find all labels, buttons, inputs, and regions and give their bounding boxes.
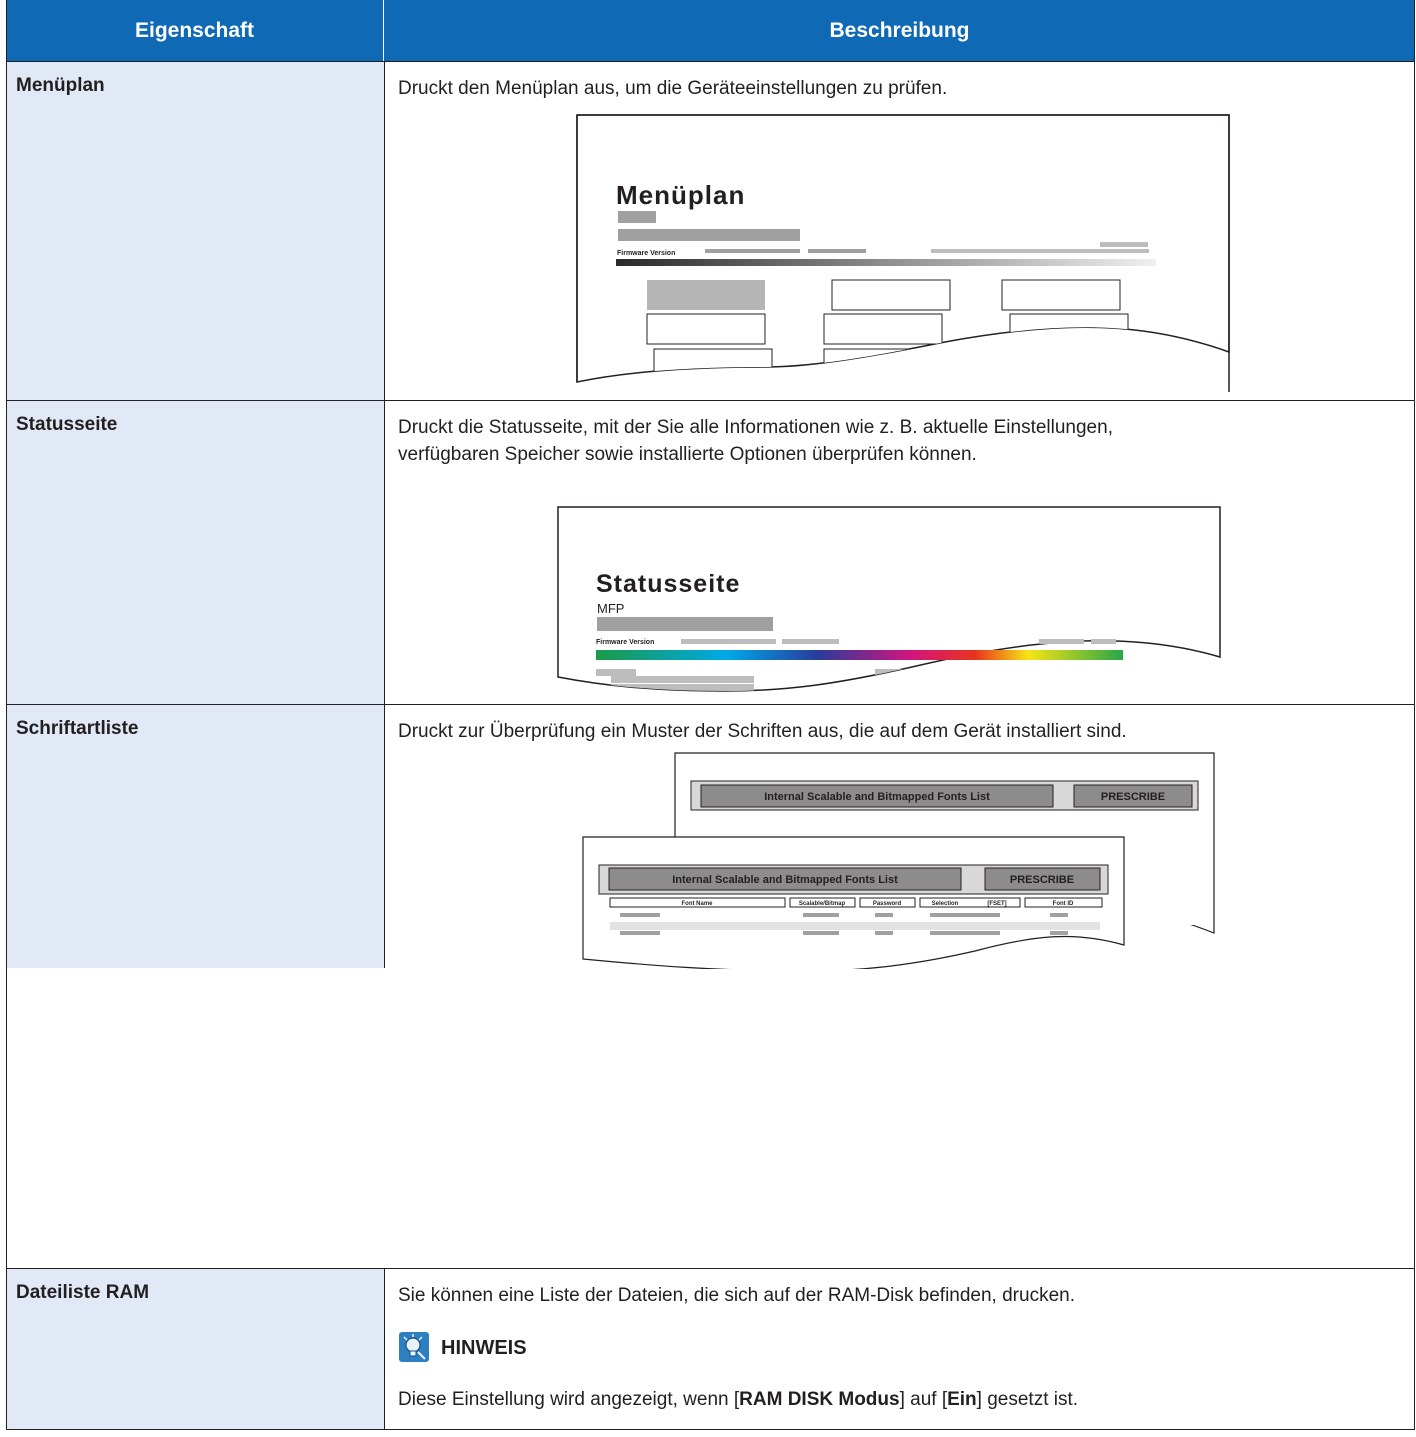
col-font-name: Font Name (681, 901, 713, 907)
table-row (6, 704, 1415, 968)
model-label: MFP (597, 601, 625, 616)
table-border-left (6, 0, 7, 1430)
property-dateiliste-ram: Dateiliste RAM (16, 1282, 150, 1303)
table-border-bottom (6, 1429, 1415, 1430)
description-cell (385, 705, 1415, 968)
table-border-right (1414, 0, 1415, 1430)
font-list-title-back: Internal Scalable and Bitmapped Fonts List (764, 791, 990, 803)
description-cell (385, 1269, 1415, 1430)
illustration-title: Menüplan (616, 180, 746, 210)
column-header-property: Eigenschaft (6, 0, 384, 61)
illustration-title: Statusseite (596, 570, 741, 598)
prescribe-label-front: PRESCRIBE (1009, 874, 1075, 886)
menu-map-illustration (385, 62, 1415, 401)
column-divider (384, 62, 385, 400)
table-row (6, 1268, 1415, 1430)
prescribe-label-back: PRESCRIBE (1100, 791, 1166, 803)
col-fset: [FSET] (987, 901, 1007, 907)
col-font-id: Font ID (1052, 901, 1074, 907)
description-line-2: verfügbaren Speicher sowie installierte Optionen überprüfen können. (398, 444, 977, 465)
description-line-1: Druckt die Statusseite, mit der Sie alle Informationen wie z. B. aktuelle Einstellungen, (398, 417, 1113, 438)
property-menueplan: Menüplan (16, 75, 105, 96)
status-page-illustration (385, 401, 1415, 705)
lightbulb-icon (398, 1331, 430, 1363)
firmware-label: Firmware Version (596, 639, 655, 646)
property-statusseite: Statusseite (16, 414, 118, 435)
column-divider (384, 1269, 385, 1430)
font-list-title-front: Internal Scalable and Bitmapped Fonts List (672, 874, 898, 886)
description-text: Druckt den Menüplan aus, um die Geräteeinstellungen zu prüfen. (398, 78, 948, 99)
col-scalable-bitmap: Scalable/Bitmap (798, 901, 846, 907)
column-header-description: Beschreibung (384, 0, 1415, 61)
property-schriftartliste: Schriftartliste (16, 718, 139, 739)
table-row (6, 61, 1415, 400)
column-divider (384, 705, 385, 968)
firmware-label: Firmware Version (617, 250, 676, 257)
description-text: Sie können eine Liste der Dateien, die sich auf der RAM-Disk befinden, drucken. (398, 1285, 1075, 1306)
column-divider (384, 401, 385, 704)
font-list-illustration (385, 705, 1415, 969)
description-text: Druckt zur Überprüfung ein Muster der Schriften aus, die auf dem Gerät installiert sind. (398, 721, 1127, 742)
col-selection: Selection (931, 901, 959, 907)
settings-table (6, 0, 1415, 1430)
col-password: Password (872, 901, 902, 907)
note-text: Diese Einstellung wird angezeigt, wenn [RAM DISK Modus] auf [Ein] gesetzt ist. (398, 1389, 1079, 1410)
description-cell (385, 401, 1415, 704)
note-title: HINWEIS (441, 1337, 527, 1359)
table-row (6, 400, 1415, 704)
description-cell (385, 62, 1415, 400)
